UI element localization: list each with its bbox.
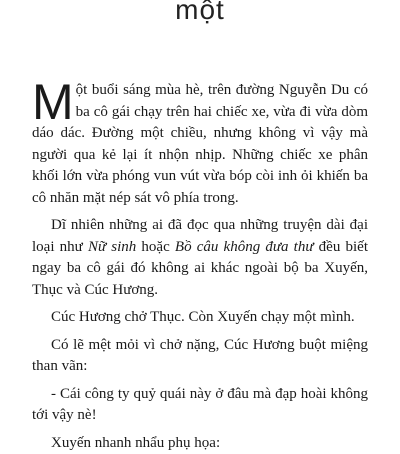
book-title-bo-cau: Bồ câu không đưa thư xyxy=(175,239,314,255)
paragraph-opening-text: ột buổi sáng mùa hè, trên đường Nguyễn Du có ba cô gái chạy trên hai chiếc xe, vừa đi vừa dòm dáo dác. Đường một chiều, nhưng không vì vậy mà người qua kẻ lại ít nhộn nhịp. Những chiếc xe phân khối lớn vừa phóng vun vút vừa bóp còi inh ỏi khiến ba cô nhăn mặt nép sát vô phía trong. xyxy=(32,82,368,206)
paragraph-complaint-intro: Có lẽ mệt mỏi vì chở nặng, Cúc Hương buột miệng than vãn: xyxy=(32,335,368,378)
book-title-nu-sinh: Nữ sinh xyxy=(88,239,136,255)
paragraph-reply-intro: Xuyến nhanh nhẩu phụ họa: xyxy=(32,433,368,454)
dialogue-line: - Cái công ty quỷ quái này ở đâu mà đạp hoài không tới vậy nè! xyxy=(32,384,368,427)
paragraph-text: Dĩ nhiên những ai đã đọc qua những truyện dài đại loại như xyxy=(32,217,368,255)
paragraph-text: hoặc xyxy=(136,239,175,255)
paragraph-opening xyxy=(32,80,368,209)
drop-cap: M xyxy=(32,80,74,120)
paragraph-series-reference xyxy=(32,215,368,301)
chapter-title: một xyxy=(0,0,400,26)
paragraph-text: đều biết ngay ba cô gái đó không ai khác ngoài bộ ba Xuyến, Thục và Cúc Hương. xyxy=(32,239,368,298)
chapter-body xyxy=(32,80,368,454)
paragraph-riding: Cúc Hương chở Thục. Còn Xuyến chạy một mình. xyxy=(32,307,368,329)
